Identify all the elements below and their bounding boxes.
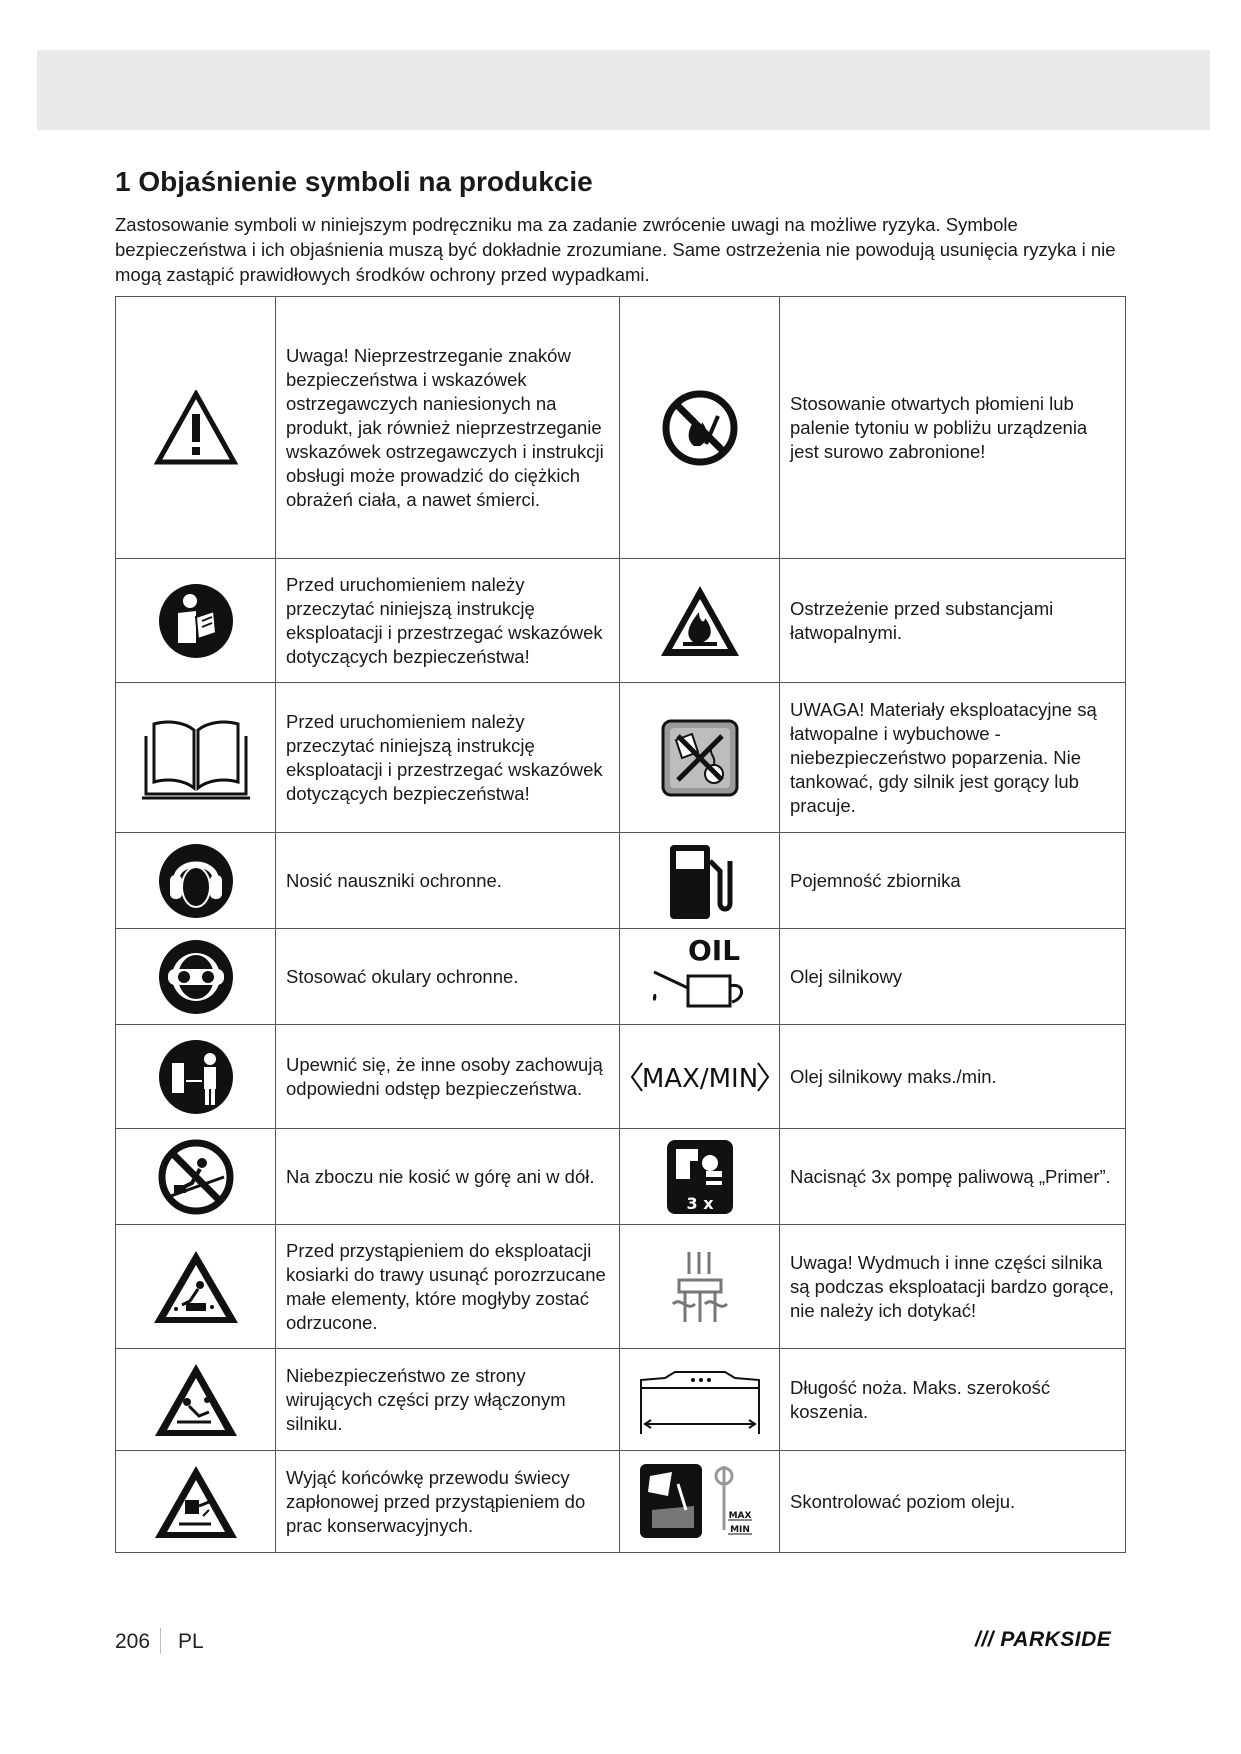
fuel-pump-icon bbox=[664, 841, 736, 921]
left-description: Przed uruchomieniem należy przeczytać niniejszą instrukcję eksploatacji i przestrzegać wskazówek dotyczących bezpieczeństwa! bbox=[276, 683, 620, 833]
left-description: Uwaga! Nieprzestrzeganie znaków bezpieczeństwa i wskazówek ostrzegawczych naniesionych na produkt, jak również nieprzestrzeganie wskazówek ostrzegawczych i instrukcji obsługi może prowadzić do ciężkich obrażeń ciała, a nawet śmierci. bbox=[276, 297, 620, 559]
right-description: Uwaga! Wydmuch i inne części silnika są podczas eksploatacji bardzo gorące, nie należy ich dotykać! bbox=[780, 1225, 1126, 1349]
symbols-table bbox=[115, 296, 1126, 1553]
right-description: Stosowanie otwartych płomieni lub palenie tytoniu w pobliżu urządzenia jest surowo zabronione! bbox=[780, 297, 1126, 559]
right-description: Ostrzeżenie przed substancjami łatwopalnymi. bbox=[780, 559, 1126, 683]
rotating-parts-warning-icon bbox=[151, 1360, 241, 1440]
right-description: Długość noża. Maks. szerokość koszenia. bbox=[780, 1349, 1126, 1451]
ear-protection-icon bbox=[156, 841, 236, 921]
table-row bbox=[116, 1349, 1126, 1451]
primer-count-label: 3 x bbox=[685, 1193, 714, 1213]
no-slope-mowing-icon bbox=[156, 1137, 236, 1217]
left-description: Upewnić się, że inne osoby zachowują odpowiedni odstęp bezpieczeństwa. bbox=[276, 1025, 620, 1129]
table-row bbox=[116, 1025, 1126, 1129]
no-open-flame-icon bbox=[660, 388, 740, 468]
table-row bbox=[116, 1129, 1126, 1225]
blade-length-icon bbox=[635, 1360, 765, 1440]
header-band bbox=[37, 50, 1210, 130]
right-description: Olej silnikowy maks./min. bbox=[780, 1025, 1126, 1129]
table-row bbox=[116, 683, 1126, 833]
table-row bbox=[116, 1451, 1126, 1553]
footer-divider bbox=[160, 1628, 161, 1654]
oil-label: OIL bbox=[687, 933, 740, 967]
oil-can-icon bbox=[640, 932, 760, 1022]
hot-surface-icon bbox=[665, 1244, 735, 1330]
min-label: MIN bbox=[729, 1524, 750, 1535]
table-row bbox=[116, 929, 1126, 1025]
max-min-icon bbox=[630, 1057, 770, 1097]
check-oil-level-icon bbox=[638, 1462, 762, 1542]
eye-protection-icon bbox=[156, 937, 236, 1017]
primer-pump-icon bbox=[664, 1137, 736, 1217]
max-label: MAX bbox=[728, 1510, 751, 1521]
left-description: Niebezpieczeństwo ze strony wirujących części przy włączonym silniku. bbox=[276, 1349, 620, 1451]
right-description: Skontrolować poziom oleju. bbox=[780, 1451, 1126, 1553]
table-row bbox=[116, 1225, 1126, 1349]
intro-paragraph: Zastosowanie symboli w niniejszym podręczniku ma za zadanie zwrócenie uwagi na możliwe ryzyka. Symbole bezpieczeństwa i ich objaśnienia muszą być dokładnie zrozumiane. Same ostrzeżenia nie powodują usunięcia ryzyka i nie mogą zastąpić prawidłowych środków ochrony przed wypadkami. bbox=[115, 214, 1116, 285]
remove-debris-icon bbox=[150, 1247, 242, 1327]
spark-plug-warning-icon bbox=[151, 1462, 241, 1542]
right-description: Olej silnikowy bbox=[780, 929, 1126, 1025]
language-code: PL bbox=[178, 1630, 204, 1653]
section-title: 1 Objaśnienie symboli na produkcie bbox=[115, 166, 593, 197]
table-row bbox=[116, 833, 1126, 929]
page-number: 206 bbox=[115, 1630, 151, 1653]
right-description: UWAGA! Materiały eksploatacyjne są łatwopalne i wybuchowe - niebezpieczeństwo poparzenia. Nie tankować, gdy silnik jest gorący lub pracuje. bbox=[780, 683, 1126, 833]
flammable-warning-icon bbox=[657, 582, 743, 660]
left-description: Na zboczu nie kosić w górę ani w dół. bbox=[276, 1129, 620, 1225]
left-description: Przed uruchomieniem należy przeczytać niniejszą instrukcję eksploatacji i przestrzegać wskazówek dotyczących bezpieczeństwa! bbox=[276, 559, 620, 683]
right-description: Nacisnąć 3x pompę paliwową „Primer”. bbox=[780, 1129, 1126, 1225]
brand-logo: /// PARKSIDE bbox=[975, 1628, 1112, 1651]
table-row bbox=[116, 297, 1126, 559]
open-book-icon bbox=[138, 716, 254, 800]
left-description: Wyjąć końcówkę przewodu świecy zapłonowej przed przystąpieniem do prac konserwacyjnych. bbox=[276, 1451, 620, 1553]
table-row bbox=[116, 559, 1126, 683]
no-refuel-hot-engine-icon bbox=[660, 718, 740, 798]
left-description: Stosować okulary ochronne. bbox=[276, 929, 620, 1025]
max-min-label: MAX/MIN bbox=[641, 1063, 758, 1094]
read-manual-icon bbox=[156, 581, 236, 661]
right-description: Pojemność zbiornika bbox=[780, 833, 1126, 929]
left-description: Nosić nauszniki ochronne. bbox=[276, 833, 620, 929]
keep-distance-icon bbox=[156, 1037, 236, 1117]
warning-triangle-icon bbox=[154, 390, 238, 466]
left-description: Przed przystąpieniem do eksploatacji kosiarki do trawy usunąć porozrzucane małe elementy, które mogłyby zostać odrzucone. bbox=[276, 1225, 620, 1349]
